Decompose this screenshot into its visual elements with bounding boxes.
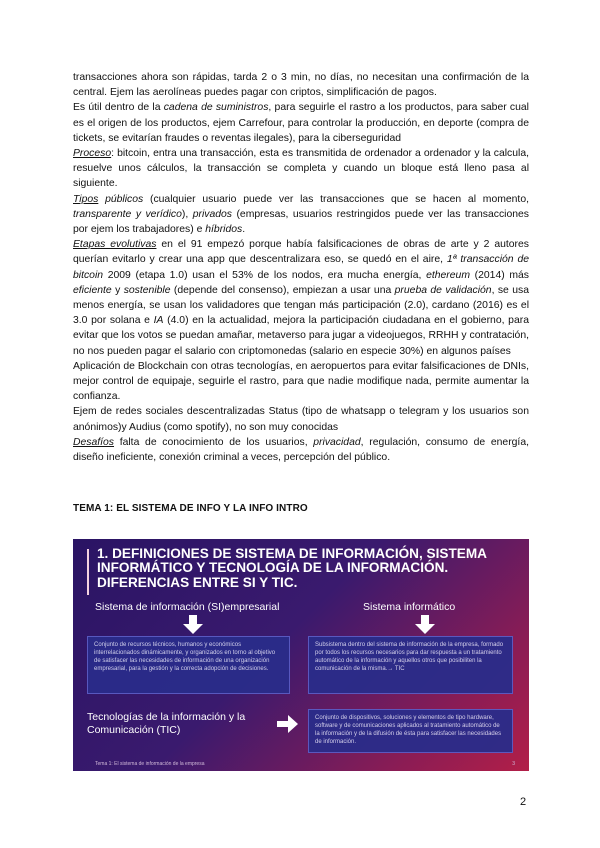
emphasis-transparent: transparente y verídico [73, 208, 182, 220]
emphasis-first-tx: 1ª transacción de bitcoin [73, 254, 530, 281]
heading-stages: Etapas evolutivas [73, 239, 157, 251]
paragraph-applications: Aplicación de Blockchain con otras tecnologías, en aeropuertos para evitar falsificaciones de DNIs, mejor control de equipaje, seguirle el rastro, para que nadie modifique nada, permite aumentar la confianza. [73, 360, 529, 403]
text-run: falta de conocimiento de los usuarios, [114, 436, 314, 448]
emphasis-private: privados [192, 208, 232, 220]
text-run: (empresas, usuarios restringidos puede ver las transacciones por ejem los trabajadores) e [73, 208, 529, 236]
text-run: 2009 (etapa 1.0) usan el 53% de los nodos, era mucha energía, [103, 269, 427, 281]
slide-image [73, 539, 529, 771]
slide-number: 3 [512, 761, 515, 767]
emphasis-validation: prueba de validación [394, 284, 492, 296]
emphasis-efficient: eficiente [73, 284, 112, 296]
text-run: en el 91 empezó porque había falsificaciones de obras de arte y 2 autores querían evitarlo y crear una app que descentralizara eso, se quedó en el aire, [73, 239, 529, 266]
paragraph-social-networks: Ejem de redes sociales descentralizadas Status (tipo de whatsapp o telegram y los usuarios son anónimos)y Audius (como spotify), no son muy conocidas [73, 406, 529, 433]
label-si-empresarial: Sistema de información (SI)empresarial [95, 601, 280, 613]
text-run: ), [181, 208, 193, 220]
emphasis-ethereum: ethereum [426, 269, 470, 281]
definition-box-informatico: Subsistema dentro del sistema de información de la empresa, formado por todos los recursos necesarios para dar respuesta a un tratamiento automático de la información y aquellos otros que posibiliten la comunicación de la misma.→ TIC [308, 636, 513, 694]
emphasis-sustainable: sostenible [123, 284, 171, 296]
paragraph-types [73, 192, 529, 238]
emphasis-hybrid: híbridos [205, 224, 243, 236]
emphasis-privacy: privacidad [313, 436, 361, 448]
label-sistema-informatico: Sistema informático [363, 601, 456, 613]
text-run: , para seguirle el rastro a los productos, para saber cual es el origen de los productos, ejem Carrefour, para controlar la producción, en deporte (compra de tickets, se evitarían fraudes o reventas ilegales), para la ciberseguridad [73, 102, 529, 144]
text-run: (2014) más [469, 269, 529, 281]
emphasis-ia: IA [153, 315, 164, 327]
heading-process: Proceso [73, 148, 112, 160]
text-run: Es útil dentro de la [73, 102, 164, 114]
heading-types: Tipos [73, 193, 99, 205]
page-number: 2 [520, 796, 527, 808]
text-run: (depende del consenso), empiezan a usar una [170, 284, 395, 296]
arrow-right-icon [277, 715, 299, 733]
slide-footer: Tema 1: El sistema de información de la empresa [95, 761, 205, 767]
slide-heading: 1. DEFINICIONES DE SISTEMA DE INFORMACIÓN, SISTEMA INFORMÁTICO Y TECNOLOGÍA DE LA INFORMACIÓN. DIFERENCIAS ENTRE SI Y TIC. [97, 546, 487, 590]
text-run: : bitcoin, entra una transacción, esta es transmitida de ordenador a ordenador y la calcula, resuelve unos cálculos, la transacción se completa y cuando un bloque está lleno pasa al siguiente. [73, 148, 529, 190]
paragraph-supply-chain [73, 100, 529, 146]
slide-accent-bar [87, 549, 89, 595]
text-run: , se usa menos energía, se usan los validadores que tengan más participación (2.0), cardano (2016) es el 3.0 por solana e [73, 284, 529, 327]
paragraph-transactions: transacciones ahora son rápidas, tarda 2 o 3 min, no días, no necesitan una confirmación de la central. Ejem las aerolíneas puedes pagar con criptos, simplificación de pagos. [73, 72, 529, 99]
text-run: (4.0) en la actualidad, mejora la participación ciudadana en el gobierno, para evitar que los votos se puedan amañar, metaverso para jugar a videojuegos, RRHH y contratación, no nos pueden pagar el salario con criptomonedas (salario en especie 30%) en algunos países [73, 315, 529, 357]
arrow-down-icon [413, 615, 437, 635]
paragraph-challenges [73, 435, 529, 465]
arrow-down-icon [181, 615, 205, 635]
emphasis-public: públicos [98, 193, 144, 205]
text-run: (cualquier usuario puede ver las transacciones que se hacen al momento, [143, 193, 529, 205]
heading-challenges: Desafíos [73, 436, 115, 448]
body-text [73, 70, 529, 465]
section-title: TEMA 1: EL SISTEMA DE INFO Y LA INFO INTRO [73, 503, 308, 514]
paragraph-process [73, 146, 529, 192]
text-run: . [242, 224, 246, 236]
label-tic: Tecnologías de la información y la Comunicación (TIC) [87, 711, 246, 736]
definition-box-tic: Conjunto de dispositivos, soluciones y elementos de tipo hardware, software y de comunicaciones aplicados al tratamiento automático de la información y de la difusión de ésta para satisfacer las necesidades de información. [308, 709, 513, 753]
paragraph-stages [73, 237, 529, 359]
text-run: , regulación, consumo de energía, diseño ineficiente, conexión criminal a veces, percepción del público. [73, 436, 529, 464]
text-run: y [111, 284, 124, 296]
definition-box-si: Conjunto de recursos técnicos, humanos y económicos interrelacionados dinámicamente, y organizados en torno al objetivo de satisfacer las necesidades de información de una organización empresarial, para la gestión y la correcta adopción de decisiones. [87, 636, 290, 694]
emphasis-supply-chain: cadena de suministros [163, 102, 269, 114]
